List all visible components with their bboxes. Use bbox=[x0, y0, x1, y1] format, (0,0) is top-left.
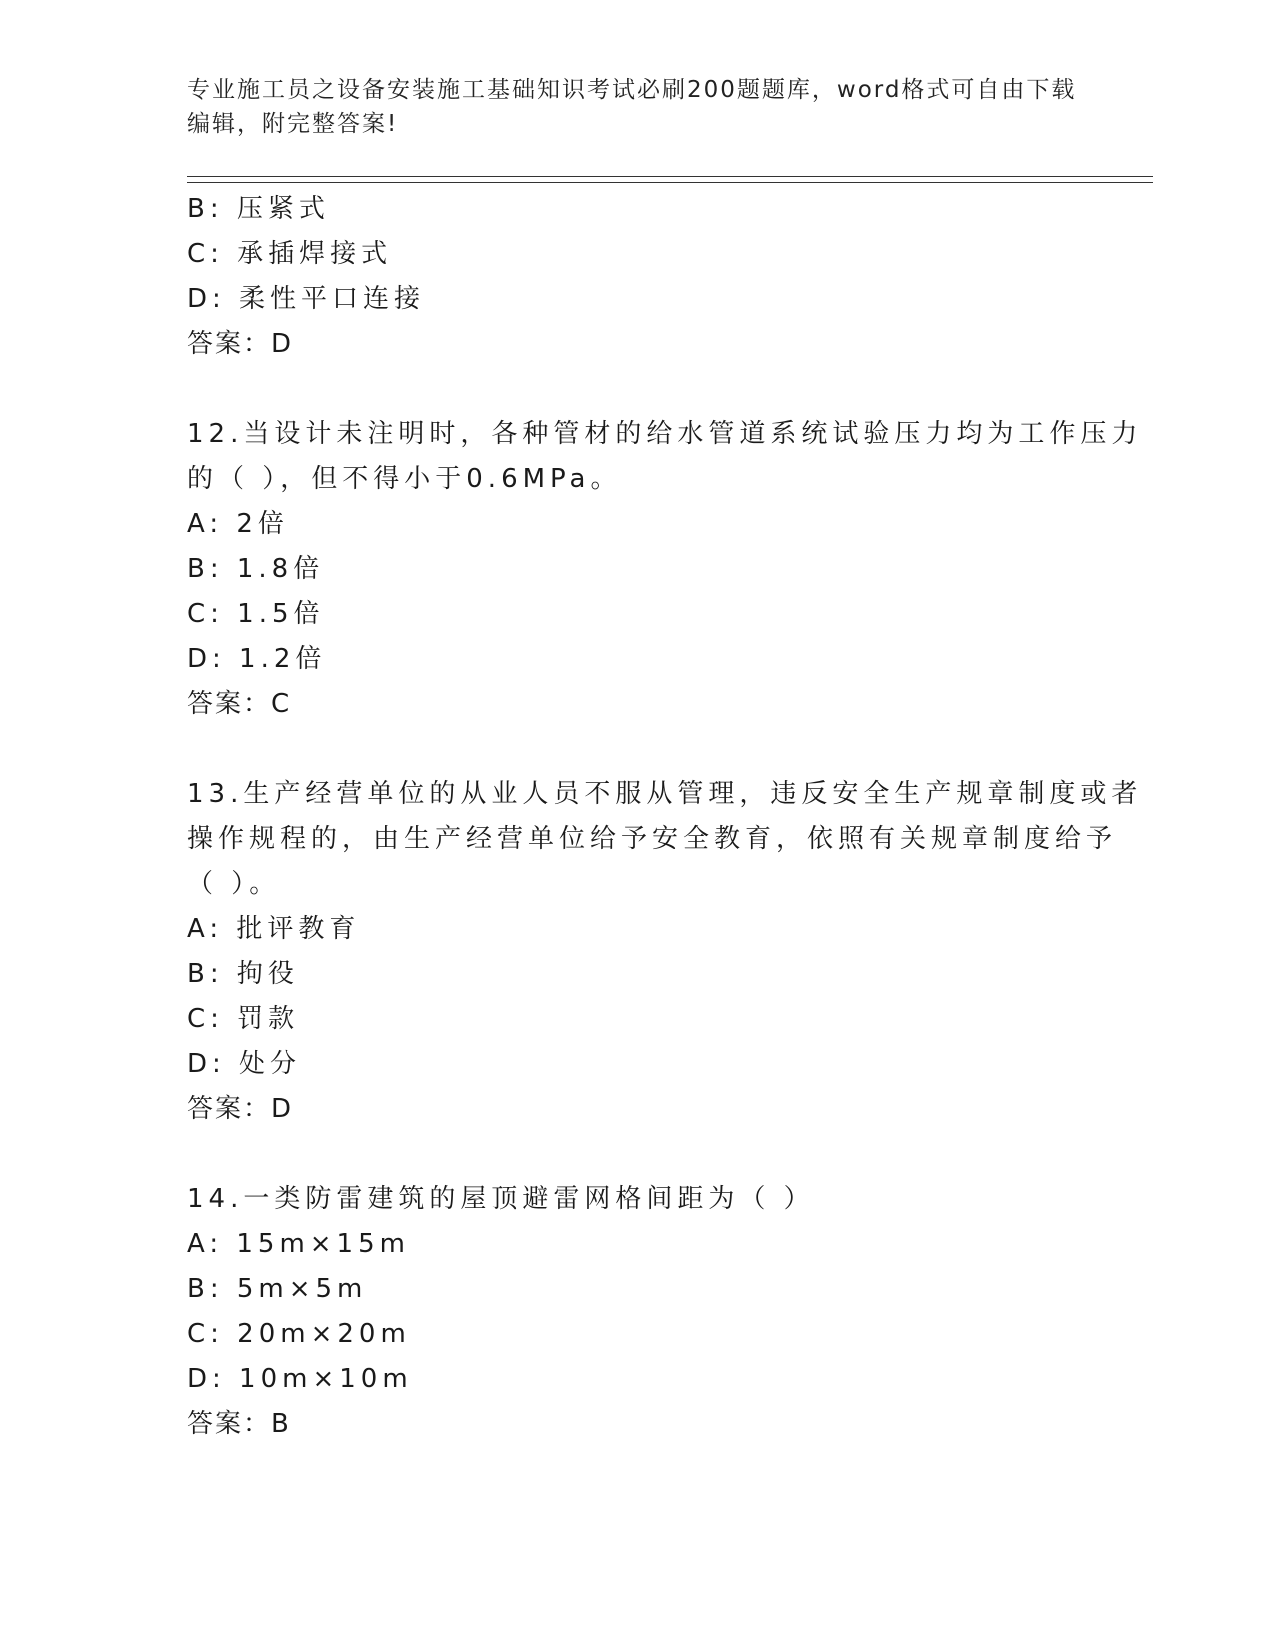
document-header bbox=[187, 73, 1087, 141]
q12-answer: 答案：C bbox=[187, 689, 292, 719]
q13-option-b: B: 拘役 bbox=[187, 959, 299, 989]
q12-option-d: D: 1.2倍 bbox=[187, 644, 327, 674]
q13-option-c: C: 罚款 bbox=[187, 1004, 300, 1034]
q12-option-a: A: 2倍 bbox=[187, 509, 289, 539]
q11-option-b: B: 压紧式 bbox=[187, 194, 330, 224]
q13-stem-line-2: 操作规程的，由生产经营单位给予安全教育，依照有关规章制度给予 bbox=[187, 824, 1118, 854]
q13-stem-line-1: 13.生产经营单位的从业人员不服从管理，违反安全生产规章制度或者 bbox=[187, 779, 1143, 809]
q12-stem-line-2: 的（ ），但不得小于0.6MPa。 bbox=[187, 464, 622, 494]
header-divider bbox=[187, 176, 1153, 183]
q13-option-d: D: 处分 bbox=[187, 1049, 302, 1079]
q14-option-b: B: 5m×5m bbox=[187, 1274, 368, 1304]
q14-stem-line-1: 14.一类防雷建筑的屋顶避雷网格间距为（ ） bbox=[187, 1184, 815, 1214]
q14-option-a: A: 15m×15m bbox=[187, 1229, 410, 1259]
q11-option-c: C: 承插焊接式 bbox=[187, 239, 393, 269]
header-title-line-2: 编辑，附完整答案! bbox=[187, 111, 399, 137]
q11-answer: 答案：D bbox=[187, 329, 294, 359]
q13-answer: 答案：D bbox=[187, 1094, 294, 1124]
q13-option-a: A: 批评教育 bbox=[187, 914, 361, 944]
q14-answer: 答案：B bbox=[187, 1409, 291, 1439]
q14-option-c: C: 20m×20m bbox=[187, 1319, 411, 1349]
q12-stem-line-1: 12.当设计未注明时，各种管材的给水管道系统试验压力均为工作压力 bbox=[187, 419, 1143, 449]
q11-option-d: D: 柔性平口连接 bbox=[187, 284, 426, 314]
q13-stem-line-3: （ ）。 bbox=[187, 869, 281, 899]
q12-option-c: C: 1.5倍 bbox=[187, 599, 325, 629]
q12-option-b: B: 1.8倍 bbox=[187, 554, 325, 584]
header-title-line-1: 专业施工员之设备安装施工基础知识考试必刷200题题库，word格式可自由下载 bbox=[187, 77, 1077, 103]
q14-option-d: D: 10m×10m bbox=[187, 1364, 413, 1394]
